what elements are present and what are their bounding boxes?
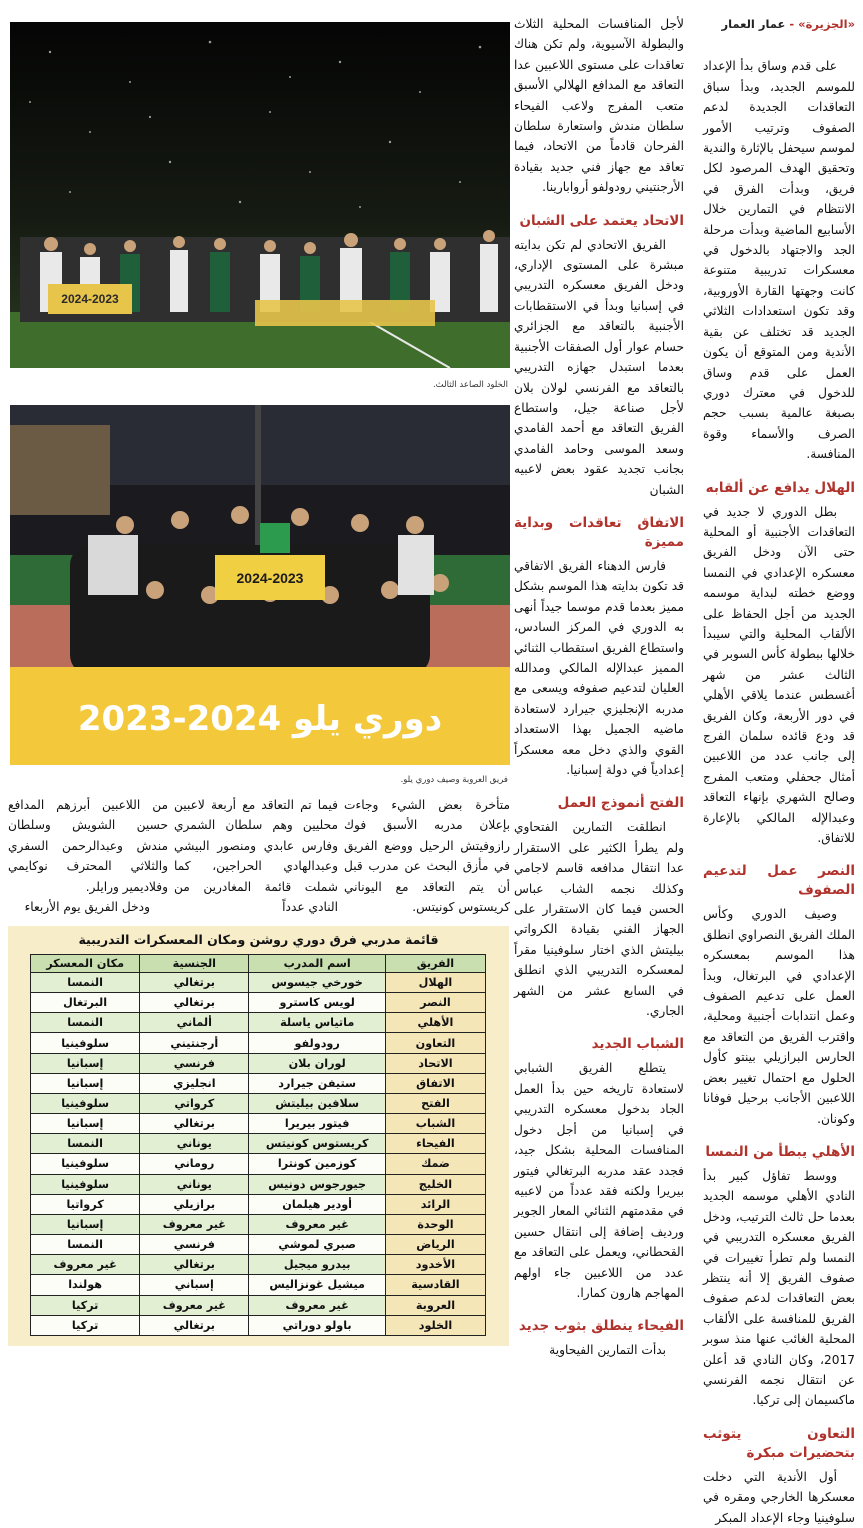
cell-team: التعاون xyxy=(385,1033,485,1053)
photo1-caption: الخلود الصاعد الثالث. xyxy=(432,380,508,390)
nassr-paragraph: وصيف الدوري وكأس الملك الفريق النصراوي انطلق هذا الموسم بمعسكره الإعدادي في البرتغال، وبدأ العمل على تدعيم الصفوف وعمل انتدابات أجنبية ومحلية، واقترب الفريق من التعاقد مع الحارس البرازيلي بينتو كأول الحلول مع احتمال تغيير بعض اللاعبين الأجانب برحيل فوفانا وكونان. xyxy=(703,907,855,1126)
table-row xyxy=(31,1194,486,1214)
table-row xyxy=(31,1315,486,1335)
cell-camp: هولندا xyxy=(31,1275,140,1295)
cell-coach: كوزمين كونترا xyxy=(249,1154,386,1174)
cell-camp: النمسا xyxy=(31,1134,140,1154)
cell-nationality: برتغالي xyxy=(140,1315,249,1335)
fateh-paragraph: انطلقت التمارين الفتحاوي ولم يطرأ الكثير على الاستقرار عدا انتقال مدافعه قاسم لاجامي وكذلك نجمه الشاب عباس الحسن فيما كان الاستقرار على الجهاز الفني بقيادة الكرواتي بيليتش الذي اختار سلوفينيا مقراً لمعسكره التدريبي الذي انطلق في السابع عشر من الشهر الجاري. xyxy=(514,820,684,1019)
sign-year-text: 2024-2023 xyxy=(236,570,304,586)
cell-nationality: يوناني xyxy=(140,1174,249,1194)
byline-source: «الجزيرة» - xyxy=(785,17,855,31)
cell-camp: غير معروف xyxy=(31,1255,140,1275)
feiha-heading: الفيحاء ينطلق بثوب جديد xyxy=(518,1318,684,1335)
cell-team: الأهلي xyxy=(385,1013,485,1033)
cell-team: الهلال xyxy=(385,973,485,993)
cell-nationality: يوناني xyxy=(140,1134,249,1154)
fateh-heading: الفتح أنموذج العمل xyxy=(557,795,684,812)
cell-camp: النمسا xyxy=(31,1235,140,1255)
cell-nationality: برازيلي xyxy=(140,1194,249,1214)
cell-nationality: برتغالي xyxy=(140,993,249,1013)
cell-team: الخلود xyxy=(385,1315,485,1335)
nassr-heading: النصر عمل لتدعيم الصفوف xyxy=(703,863,855,899)
cell-team: الفتح xyxy=(385,1093,485,1113)
table-body xyxy=(31,973,486,1336)
cell-coach: جيورجوس دونيس xyxy=(249,1174,386,1194)
cell-team: الرياض xyxy=(385,1235,485,1255)
coaches-table xyxy=(30,954,486,1336)
cell-nationality: كرواتي xyxy=(140,1093,249,1113)
cell-camp: إسبانيا xyxy=(31,1214,140,1234)
byline xyxy=(703,14,855,34)
banner-bottom-text: دوري يلو 2024-2023 xyxy=(77,699,443,739)
cell-coach: ماتياس ياسلة xyxy=(249,1013,386,1033)
photo-orobah-team xyxy=(10,405,510,765)
header-team: الفريق xyxy=(385,955,485,973)
second-column xyxy=(514,14,684,1358)
cell-nationality: روماني xyxy=(140,1154,249,1174)
photo-khulood-illustration xyxy=(10,22,510,368)
byline-author: عمار العمار xyxy=(721,17,786,31)
ittihad-heading: الاتحاد يعتمد على الشبان xyxy=(519,212,684,229)
cell-camp: سلوفينيا xyxy=(31,1093,140,1113)
ittihad-paragraph: الفريق الاتحادي لم تكن بدايته مبشرة على المستوى الإداري، ودخل الفريق معسكره التدريبي في إسبانيا وبدأ في الاستقطابات الأجنبية بالتعاقد مع الجزائري حسام عوار أول الصفقات الأجنبية بعدما استبدل جهازه التدريبي بالتعاقد مع الفرنسي لولان بلان لأجل صناعة جيل، واستطاع الفريق التعاقد مع أحمد الفامدي وسعد الموسى وحامد الفامدي بجانب تجديد عقود بعض لاعبيه الشبان xyxy=(514,237,684,497)
cell-camp: كرواتيا xyxy=(31,1194,140,1214)
cell-nationality: برتغالي xyxy=(140,1255,249,1275)
cell-camp: النمسا xyxy=(31,973,140,993)
taawoun-paragraph: أول الأندية التي دخلت معسكرها الخارجي ومقره في سلوفينيا وجاء الإعداد المبكر xyxy=(703,1469,855,1525)
intro-paragraph: على قدم وساق بدأ الإعداد للموسم الجديد، وبدأ سباق التعاقدات الجديدة لدعم الصفوف وترتيب الأمور لموسم سيحفل بالإثارة والندية وتحقيق الهدف المرصود لكل فريق، وبدأت الفرق في الانتظام في التمارين خلال الأسابيع الماضية وبدأت مرحلة الجد والاجتهاد بالدخول في معسكرات تدريبية متنوعة كانت وجهتها القارة الأوروبية، وقد تكون استعدادات الثلاثي الجديد قد تختلف عن بقية الأندية ومن المتوقع أن يكون العمل على قدم وساق للدخول في معترك دوري بصبغة عالمية بسبب حجم الصرف والأسماء وقوة المنافسة. xyxy=(703,59,855,462)
bottom-col-b: فيما تم التعاقد مع أربعة لاعبين محليين وهم سلطان الشمري وفارس عابدي ومنصور البيشي وعبدالهادي الحراجين، كما شملت قائمة المغادرين من النادي عدداً xyxy=(174,798,338,915)
cell-coach: أودير هيلمان xyxy=(249,1194,386,1214)
cell-team: الاتفاق xyxy=(385,1073,485,1093)
cell-camp: تركيا xyxy=(31,1295,140,1315)
cell-nationality: انجليزي xyxy=(140,1073,249,1093)
cell-coach: لويس كاسترو xyxy=(249,993,386,1013)
cell-coach: خورخي جيسوس xyxy=(249,973,386,993)
cell-nationality: فرنسي xyxy=(140,1053,249,1073)
cell-team: العروبة xyxy=(385,1295,485,1315)
ahli-heading: الأهلي يبطأ من النمسا xyxy=(705,1143,855,1160)
table-row xyxy=(31,1053,486,1073)
cell-camp: سلوفينيا xyxy=(31,1033,140,1053)
cell-nationality: غير معروف xyxy=(140,1214,249,1234)
cell-camp: سلوفينيا xyxy=(31,1174,140,1194)
cell-coach: ميشيل غونزاليس xyxy=(249,1275,386,1295)
photo2-caption: فريق العروبة وصيف دوري يلو. xyxy=(400,775,508,785)
cell-camp: سلوفينيا xyxy=(31,1154,140,1174)
feiha-paragraph: بدأت التمارين الفيحاوية xyxy=(549,1343,666,1358)
table-row xyxy=(31,1093,486,1113)
cell-coach: باولو دوراتي xyxy=(249,1315,386,1335)
cell-coach: لوران بلان xyxy=(249,1053,386,1073)
coaches-table-title: قائمة مدربي فرق دوري روشن ومكان المعسكرات التدريبية xyxy=(78,932,439,947)
cell-team: الخليج xyxy=(385,1174,485,1194)
cell-coach: فيتور بيريرا xyxy=(249,1114,386,1134)
table-row xyxy=(31,1154,486,1174)
hilal-paragraph: بطل الدوري لا جديد في التعاقدات الأجنبية أو المحلية حتى الآن ودخل الفريق معسكره الإعدادي في النمسا ووضع خطته لبداية موسمه الجديد من أجل الحفاظ على الألقاب المحلية والتي سيبدأ خلالها ببطولة كأس السوبر في الثالث عشر من شهر أغسطس عندما يلاقي الأهلي في دور الأربعة، وكان الفريق قد ودع قائده سلمان الفرج إلى جانب عدد من اللاعبين أمثال جحفلي ومتعب المفرج وصالح الشهري بإنهاء التعاقد وعبدالإله المالكي بالإعارة للاتفاق. xyxy=(703,504,855,846)
photo-orobah-illustration xyxy=(10,405,510,765)
header-nationality: الجنسية xyxy=(140,955,249,973)
cell-camp: إسبانيا xyxy=(31,1053,140,1073)
cell-coach: سلافين بيليتش xyxy=(249,1093,386,1113)
table-row xyxy=(31,1114,486,1134)
cell-team: الوحدة xyxy=(385,1214,485,1234)
second-intro-paragraph: لأجل المنافسات المحلية الثلاث والبطولة الآسيوية، ولم تكن هناك تعاقدات على مستوى اللاعبين عدا التعاقد مع المدافع الهلالي الأسبق متعب المفرج ولاعب الفيحاء سلطان مندش واستعارة سلطان الفرحان قادماً من الاتحاد، فيما تعاقد مع جهاز فني جديد بقيادة الأرجنتيني رودولفو أروابارينا. xyxy=(514,17,684,195)
cell-camp: إسبانيا xyxy=(31,1073,140,1093)
banner-center xyxy=(255,300,435,326)
hilal-heading: الهلال يدافع عن ألقابه xyxy=(705,479,855,496)
cell-team: القادسية xyxy=(385,1275,485,1295)
table-row xyxy=(31,1174,486,1194)
cell-nationality: غير معروف xyxy=(140,1295,249,1315)
cell-camp: تركيا xyxy=(31,1315,140,1335)
cell-coach: صبري لموشي xyxy=(249,1235,386,1255)
shabab-paragraph: يتطلع الفريق الشبابي لاستعادة تاريخه حين بدأ العمل الجاد بدخول معسكره التدريبي في إسبانيا من أجل دخول المنافسات المحلية بشكل جيد، فجدد عقد مدربه البرتغالي فيتور بيريرا ولكنه فقد عدداً من لاعبيه في مقدمتهم الثنائي المعار الجوير ورديف إضافة إلى انتقال حسين القحطاني، ويعمل على التعاقد مع عدد من اللاعبين جاء اولهم المهاجم هارون كمارا. xyxy=(514,1061,684,1300)
cell-nationality: أرجنتيني xyxy=(140,1033,249,1053)
taawoun-heading: التعاون يتوثب بتحضيرات مبكرة xyxy=(703,1425,855,1461)
cell-camp: النمسا xyxy=(31,1013,140,1033)
cell-nationality: ألماني xyxy=(140,1013,249,1033)
header-camp: مكان المعسكر xyxy=(31,955,140,973)
cell-camp: البرتغال xyxy=(31,993,140,1013)
cell-team: النصر xyxy=(385,993,485,1013)
cell-team: الفيحاء xyxy=(385,1134,485,1154)
bottom-col-c-text2: ودخل الفريق يوم الأربعاء xyxy=(24,900,150,915)
cell-coach: غير معروف xyxy=(249,1214,386,1234)
cell-team: الرائد xyxy=(385,1194,485,1214)
ettifaq-paragraph: فارس الدهناء الفريق الاتفاقي قد تكون بدايته هذا الموسم بشكل مميز بعدما قدم موسما جيداً أنهى به الدوري في المركز السادس، واستطاع الفريق استقطاب الثنائي المميز عبدالإله المالكي ومدالله العليان لتدعيم صفوفه ويسعى مع مدربه الإنجليزي جيرارد لاستعادة ماضيه الجميل بهذا الاستعداد القوي والذي دخل معه معسكراً إعدادياً في دولة إسبانيا. xyxy=(514,558,684,777)
header-coach: اسم المدرب xyxy=(249,955,386,973)
table-row xyxy=(31,1134,486,1154)
cell-coach: بيدرو ميجيل xyxy=(249,1255,386,1275)
table-row xyxy=(31,1214,486,1234)
table-header-row xyxy=(31,955,486,973)
cell-nationality: فرنسي xyxy=(140,1235,249,1255)
table-row xyxy=(31,1235,486,1255)
bottom-col-c xyxy=(8,795,168,920)
photo-khulood-celebration xyxy=(10,22,510,368)
ahli-paragraph: ووسط تفاؤل كبير بدأ النادي الأهلي موسمه الجديد بعدما حل ثالث الترتيب، ودخل الفريق معسكره التدريبي في النمسا ولم تطرأ تغييرات في صفوف الفريق إلا أنه ينتظر بعض التعاقدات لدعم صفوف الفريق للمنافسة على الألقاب المحلية الغائب عنها منذ سوبر 2017، وكان النادي قد أعلن عن انتقال نجمه الفرنسي ماكسيمان إلى تركيا. xyxy=(703,1168,855,1408)
cell-nationality: إسباني xyxy=(140,1275,249,1295)
cell-coach: رودولفو xyxy=(249,1033,386,1053)
banner-left-text: 2024-2023 xyxy=(61,292,119,306)
table-row xyxy=(31,993,486,1013)
table-row xyxy=(31,1033,486,1053)
table-row xyxy=(31,1275,486,1295)
cell-coach: غير معروف xyxy=(249,1295,386,1315)
table-row xyxy=(31,1013,486,1033)
cell-team: ضمك xyxy=(385,1154,485,1174)
cell-team: الأخدود xyxy=(385,1255,485,1275)
right-column xyxy=(703,14,855,1525)
table-row xyxy=(31,1255,486,1275)
table-row xyxy=(31,1073,486,1093)
shabab-heading: الشباب الجديد xyxy=(591,1036,684,1053)
bottom-col-c-text: من اللاعبين أبرزهم المدافع حسين الشويش وسلطان مندش وعبدالرحمن السفري والثلاثي المحترف نوكايمي وفلاديمير ورايلر. xyxy=(8,798,168,894)
cell-coach: كريستوس كونيتس xyxy=(249,1134,386,1154)
table-row xyxy=(31,1295,486,1315)
cell-camp: إسبانيا xyxy=(31,1114,140,1134)
cell-team: الاتحاد xyxy=(385,1053,485,1073)
cell-nationality: برتغالي xyxy=(140,1114,249,1134)
coaches-table-box xyxy=(8,926,509,1346)
ettifaq-heading: الاتفاق تعاقدات وبداية مميزة xyxy=(514,514,684,550)
table-row xyxy=(31,973,486,993)
cell-nationality: برتغالي xyxy=(140,973,249,993)
cell-team: الشباب xyxy=(385,1114,485,1134)
bottom-col-a: متأخرة بعض الشيء وجاءت بإعلان مدربه الأسبق فوك رازوفيتش الرحيل ووضع الفريق في مأزق البحث عن مدرب قبل أن يتم التعاقد مع اليوناني كريستوس كونيتس. xyxy=(344,798,510,915)
cell-coach: ستيفن جيرارد xyxy=(249,1073,386,1093)
